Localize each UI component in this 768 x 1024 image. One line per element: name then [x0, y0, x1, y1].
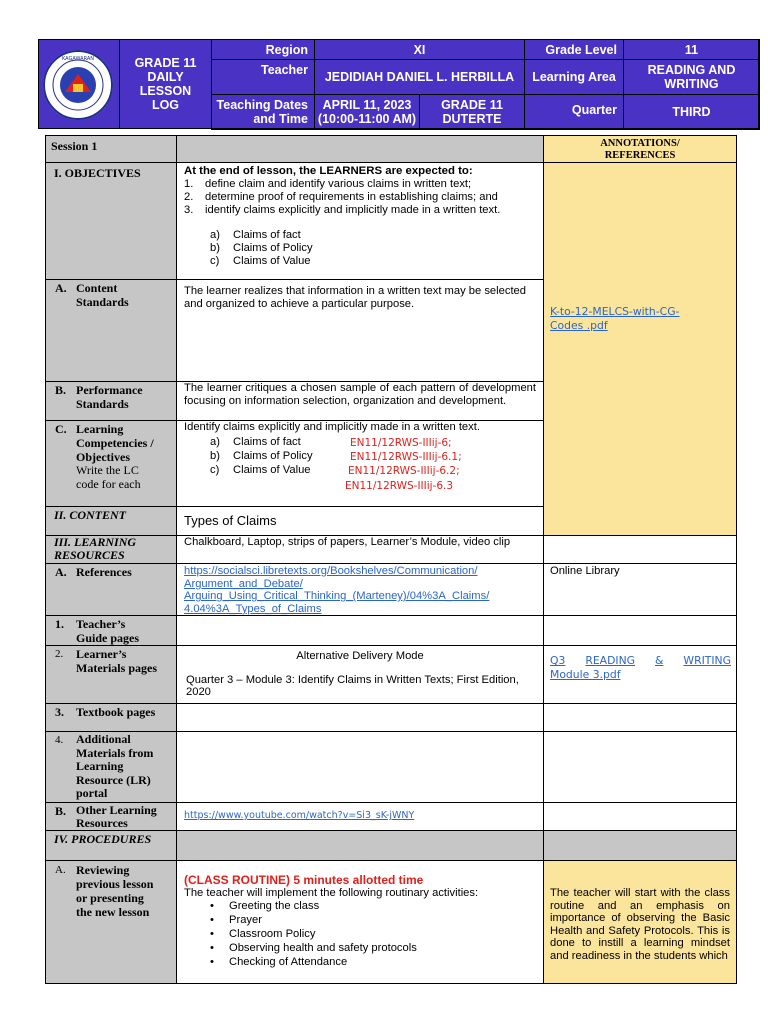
routine-policy: Classroom Policy [229, 928, 316, 941]
learning-resources-desc: Chalkboard, Laptop, strips of papers, Learner’s Module, video clip [184, 536, 511, 548]
teachers-guide-annotation [543, 615, 737, 646]
subitem-policy: Claims of Policy [233, 241, 313, 254]
lc-marker-b: b) [210, 449, 220, 462]
other-resources-num: B. [55, 804, 67, 818]
references-num: A. [55, 565, 67, 579]
module-link-cell [543, 645, 737, 704]
objective-num-3: 3. [184, 203, 194, 216]
content-standards-label [45, 279, 177, 382]
module-link-q3[interactable]: Q3 [550, 654, 566, 667]
routine-health: Observing health and safety protocols [229, 942, 417, 955]
textbook-annotation [543, 703, 737, 732]
bullet-2: • [210, 914, 214, 927]
textbook-text: Textbook pages [76, 705, 156, 719]
svg-text:KAGAWARAN: KAGAWARAN [61, 56, 95, 62]
additional-materials-cell [176, 731, 544, 803]
bullet-1: • [210, 900, 214, 913]
other-resources-annotation [543, 802, 737, 831]
bullet-3: • [210, 928, 214, 941]
learning-resources-cell [176, 535, 544, 564]
subitem-value: Claims of Value [233, 254, 311, 267]
procedures-annotation-blank [543, 830, 737, 861]
additional-materials-text: Additional Materials from Learning Resource (LR) portal [76, 732, 154, 800]
objective-num-2: 2. [184, 190, 194, 203]
module-link-writing[interactable]: WRITING [683, 654, 731, 667]
routine-attendance: Checking of Attendance [229, 956, 348, 969]
references-label [45, 563, 177, 616]
annotations-header: ANNOTATIONS/ REFERENCES [543, 135, 737, 163]
region-label: Region [211, 39, 315, 60]
additional-materials-annotation [543, 731, 737, 803]
teacher-label: Teacher [211, 59, 315, 95]
performance-standards-desc: The learner critiques a chosen sample of each pattern of development focusing on information selection, organization and development. [184, 382, 536, 407]
online-library-text: Online Library [550, 565, 620, 577]
objectives-label: I. OBJECTIVES [45, 162, 177, 280]
content-standards-desc: The learner realizes that information in a written text may be selected and organized to achieve a particular purpose. [184, 285, 527, 310]
lc-code-policy: EN11/12RWS-IIIij-6.1; [350, 450, 462, 463]
other-resources-text: Other Learning Resources [76, 803, 157, 830]
session-text: Session 1 [51, 139, 98, 153]
performance-standards-label [45, 381, 177, 421]
lc-item-policy: Claims of Policy [233, 449, 313, 462]
learners-materials-text: Learner’s Materials pages [76, 647, 157, 675]
module-link-amp[interactable]: & [655, 654, 664, 667]
delivery-mode: Alternative Delivery Mode [296, 650, 424, 662]
textbook-cell [176, 703, 544, 732]
routine-annotation: The teacher will start with the class routine and an emphasis on importance of observing the Basic Health and Safety Protocols. This is done to instill a learning mindset and readiness in the students which [550, 887, 730, 962]
subitem-fact: Claims of fact [233, 228, 301, 241]
sub-marker-a: a) [210, 228, 220, 241]
procedures-blank [176, 830, 544, 861]
teacher-value: JEDIDIAH DANIEL L. HERBILLA [314, 59, 525, 95]
routine-greeting: Greeting the class [229, 900, 320, 913]
teachers-guide-num: 1. [55, 617, 64, 631]
reviewing-cell [176, 860, 544, 984]
textbook-label [45, 703, 177, 732]
competencies-text: Learning Competencies / Objectives [76, 422, 154, 464]
reviewing-num: A. [55, 864, 66, 876]
content-standards-num: A. [55, 281, 67, 295]
region-value: XI [314, 39, 525, 60]
lc-code-value: EN11/12RWS-IIIij-6.2; [348, 464, 460, 477]
objectives-cell [176, 162, 544, 280]
competencies-cell [176, 420, 544, 507]
quarter-label: Quarter [524, 94, 624, 130]
procedures-label: IV. PROCEDURES [45, 830, 177, 861]
reviewing-label [45, 860, 177, 984]
content-topic: Types of Claims [184, 513, 277, 528]
youtube-link[interactable]: https://www.youtube.com/watch?v=Si3_sK-jWNY [184, 810, 415, 821]
learning-resources-label: III. LEARNING RESOURCES [45, 535, 177, 564]
objective-item-3: identify claims explicitly and implicitly made in a written text. [205, 203, 501, 216]
module-title: Quarter 3 – Module 3: Identify Claims in Written Texts; First Edition, 2020 [186, 673, 519, 699]
resources-annotation-cell [543, 535, 737, 564]
grade-level-label: Grade Level [524, 39, 624, 60]
lc-marker-a: a) [210, 435, 220, 448]
session-blank-cell [176, 135, 544, 163]
module-link-reading[interactable]: READING [585, 654, 636, 667]
grade-level-value: 11 [623, 39, 760, 60]
section-value: GRADE 11 DUTERTE [419, 94, 525, 130]
lc-marker-c: c) [210, 463, 220, 476]
references-annotation-cell [543, 563, 737, 616]
textbook-num: 3. [55, 705, 64, 719]
teaching-dates-value: APRIL 11, 2023 (10:00-11:00 AM) [314, 94, 420, 130]
competencies-intro: Identify claims explicitly and implicitly made in a written text. [184, 421, 480, 433]
routine-prayer: Prayer [229, 914, 262, 927]
objective-item-2: determine proof of requirements in establishing claims; and [205, 190, 498, 203]
annotation-melcs-cell [543, 162, 737, 536]
reviewing-annotation-cell [543, 860, 737, 984]
teachers-guide-text: Teacher’s Guide pages [76, 617, 140, 645]
content-label: II. CONTENT [45, 506, 177, 536]
learning-area-value: READING AND WRITING [623, 59, 760, 95]
lesson-log-header [38, 39, 759, 129]
lc-code-fact: EN11/12RWS-IIIij-6; [350, 436, 452, 449]
other-resources-cell [176, 802, 544, 831]
session-label [45, 135, 177, 163]
objective-item-1: define claim and identify various claims in written text; [205, 177, 472, 190]
libretexts-link[interactable]: https://socialsci.libretexts.org/Bookshelves/Communication/ Argument_and_Debate/ Arguing_Using_Critical_Thinking_(Marteney)/04%3A_Claims/ 4.04%3A_Types_of_Claims [184, 565, 490, 615]
learners-materials-label [45, 645, 177, 704]
grade-log-title: GRADE 11 DAILY LESSON LOG [119, 39, 212, 129]
references-cell [176, 563, 544, 616]
bullet-4: • [210, 942, 214, 955]
teaching-dates-label: Teaching Dates and Time [211, 94, 315, 130]
additional-materials-num: 4. [55, 734, 64, 746]
learners-materials-num: 2. [55, 648, 64, 660]
module-link-line[interactable] [550, 654, 731, 668]
lc-item-fact: Claims of fact [233, 435, 301, 448]
bullet-5: • [210, 956, 214, 969]
sub-marker-c: c) [210, 254, 220, 267]
other-resources-label [45, 802, 177, 831]
module-link-file[interactable]: Module 3.pdf [550, 668, 621, 681]
deped-seal-icon [43, 50, 113, 120]
teachers-guide-label [45, 615, 177, 646]
quarter-value: THIRD [623, 94, 760, 130]
performance-standards-cell [176, 381, 544, 421]
additional-materials-label [45, 731, 177, 803]
objective-num-1: 1. [184, 177, 194, 190]
lc-code-extra: EN11/12RWS-IIIij-6.3 [345, 479, 454, 492]
melcs-pdf-link[interactable]: K-to-12-MELCS-with-CG-Codes .pdf [550, 305, 680, 332]
objectives-intro: At the end of lesson, the LEARNERS are expected to: [184, 165, 473, 177]
competencies-sublabel: Write the LC code for each [76, 463, 141, 491]
lc-item-value: Claims of Value [233, 463, 311, 476]
content-standards-text: Content Standards [76, 281, 129, 309]
content-standards-cell [176, 279, 544, 382]
competencies-num: C. [55, 422, 67, 436]
class-routine-title: (CLASS ROUTINE) 5 minutes allotted time [184, 873, 424, 887]
reviewing-text: Reviewing previous lesson or presenting the new lesson [76, 863, 154, 919]
teachers-guide-cell [176, 615, 544, 646]
learning-area-label: Learning Area [524, 59, 624, 95]
competencies-label [45, 420, 177, 507]
content-cell [176, 506, 544, 536]
routine-intro: The teacher will implement the following routinary activities: [184, 886, 479, 899]
references-text: References [76, 565, 132, 579]
learners-materials-cell [176, 645, 544, 704]
sub-marker-b: b) [210, 241, 220, 254]
performance-standards-num: B. [55, 383, 67, 397]
performance-standards-text: Performance Standards [76, 383, 143, 411]
